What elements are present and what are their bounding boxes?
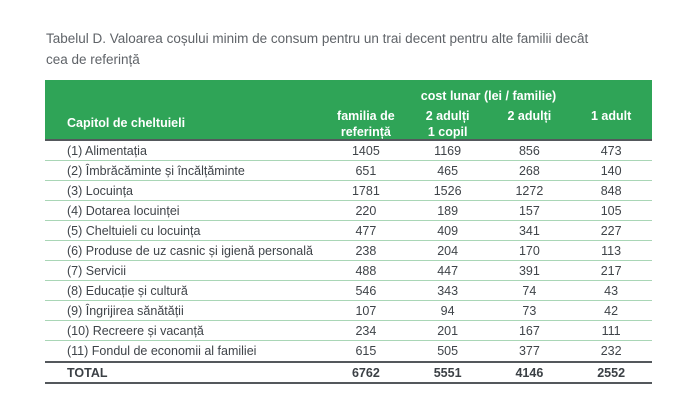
table-row xyxy=(45,261,652,281)
total-value: 5551 xyxy=(433,365,462,380)
table-caption-line1: Tabelul D. Valoarea coșului minim de consum pentru un trai decent pentru alte familii decât xyxy=(46,31,589,46)
row-label: (11) Fondul de economii al familiei xyxy=(67,344,257,358)
column-header-line1: 2 adulți xyxy=(507,109,552,123)
total-value: 4146 xyxy=(515,365,544,380)
cell-value: 140 xyxy=(600,163,622,178)
cell-value: 848 xyxy=(600,183,622,198)
row-label: (4) Dotarea locuinței xyxy=(67,203,180,218)
cell-value: 465 xyxy=(437,163,459,178)
column-header-capitol-de-cheltuieli: Capitol de cheltuieli xyxy=(67,116,186,130)
cell-value: 1781 xyxy=(351,183,380,198)
cell-value: 651 xyxy=(355,163,377,178)
table-row xyxy=(45,341,652,361)
column-group-header-cost-lunar: cost lunar (lei / familie) xyxy=(420,89,557,103)
cell-value: 1169 xyxy=(434,143,462,158)
table-body xyxy=(45,141,652,384)
cell-value: 856 xyxy=(518,143,540,158)
table-row xyxy=(45,281,652,301)
column-header-familia-de-referinta xyxy=(325,106,407,140)
cell-value: 343 xyxy=(437,283,459,298)
cell-value: 73 xyxy=(522,303,537,318)
cell-value: 341 xyxy=(518,223,540,238)
row-label: (8) Educație și cultură xyxy=(67,283,188,298)
cell-value: 217 xyxy=(600,263,622,278)
cell-value: 107 xyxy=(355,303,377,318)
cell-value: 113 xyxy=(601,243,622,258)
column-header-line2: referință xyxy=(340,125,391,139)
row-label: (10) Recreere și vacanță xyxy=(67,323,204,338)
total-label: TOTAL xyxy=(67,365,108,380)
cell-value: 1526 xyxy=(433,183,462,198)
table-header-cost-group xyxy=(325,80,652,139)
total-value: 6762 xyxy=(351,365,380,380)
cell-value: 42 xyxy=(604,303,619,318)
cell-value: 473 xyxy=(600,143,622,158)
cell-value: 377 xyxy=(518,344,540,358)
cell-value: 94 xyxy=(440,303,455,318)
table-row xyxy=(45,161,652,181)
cell-value: 170 xyxy=(518,243,540,258)
cell-value: 1405 xyxy=(351,143,380,158)
column-header-1-adult xyxy=(570,106,652,140)
cell-value: 220 xyxy=(355,203,377,218)
cell-value: 201 xyxy=(437,323,459,338)
table-row xyxy=(45,241,652,261)
row-label: (3) Locuința xyxy=(67,183,134,198)
cell-value: 234 xyxy=(355,323,377,338)
cell-value: 43 xyxy=(604,283,619,298)
cell-value: 1272 xyxy=(515,183,544,198)
cell-value: 546 xyxy=(355,283,377,298)
column-header-2-adulti-1-copil xyxy=(407,106,489,140)
cell-value: 409 xyxy=(437,223,459,238)
row-label: (2) Îmbrăcăminte și încălțăminte xyxy=(67,163,245,178)
cell-value: 232 xyxy=(600,344,622,358)
column-header-line2: 1 copil xyxy=(427,125,468,139)
cell-value: 488 xyxy=(355,263,377,278)
minimum-consumption-table xyxy=(45,80,652,384)
column-header-line1: 2 adulți xyxy=(425,109,470,123)
table-row xyxy=(45,321,652,341)
table-row xyxy=(45,301,652,321)
cell-value: 204 xyxy=(437,243,459,258)
cell-value: 615 xyxy=(355,344,377,358)
column-header-line1: 1 adult xyxy=(590,109,632,123)
table-caption-line2: cea de referință xyxy=(46,52,140,67)
table-row xyxy=(45,141,652,161)
table-row xyxy=(45,221,652,241)
table-total-row xyxy=(45,361,652,384)
column-header-line1: familia de xyxy=(337,109,395,123)
cell-value: 447 xyxy=(437,263,459,278)
cell-value: 391 xyxy=(518,263,540,278)
cell-value: 477 xyxy=(355,223,377,238)
row-label: (1) Alimentația xyxy=(67,143,147,158)
cell-value: 505 xyxy=(437,344,459,358)
cell-value: 74 xyxy=(522,283,537,298)
cell-value: 167 xyxy=(518,323,540,338)
table-row xyxy=(45,201,652,221)
column-header-2-adulti xyxy=(489,106,571,140)
table-subheader-row xyxy=(325,106,652,140)
cell-value: 157 xyxy=(518,203,540,218)
table-caption xyxy=(46,28,656,70)
cell-value: 227 xyxy=(600,223,622,238)
row-label: (7) Servicii xyxy=(67,263,127,278)
cell-value: 111 xyxy=(601,323,621,338)
cell-value: 189 xyxy=(437,203,459,218)
row-label: (6) Produse de uz casnic și igienă personală xyxy=(67,243,313,258)
total-value: 2552 xyxy=(597,365,626,380)
table-row xyxy=(45,181,652,201)
cell-value: 268 xyxy=(518,163,540,178)
row-label: (9) Îngrijirea sănătății xyxy=(67,303,184,318)
row-label: (5) Cheltuieli cu locuința xyxy=(67,223,201,238)
cell-value: 238 xyxy=(355,243,377,258)
table-header xyxy=(45,80,652,141)
cell-value: 105 xyxy=(600,203,622,218)
